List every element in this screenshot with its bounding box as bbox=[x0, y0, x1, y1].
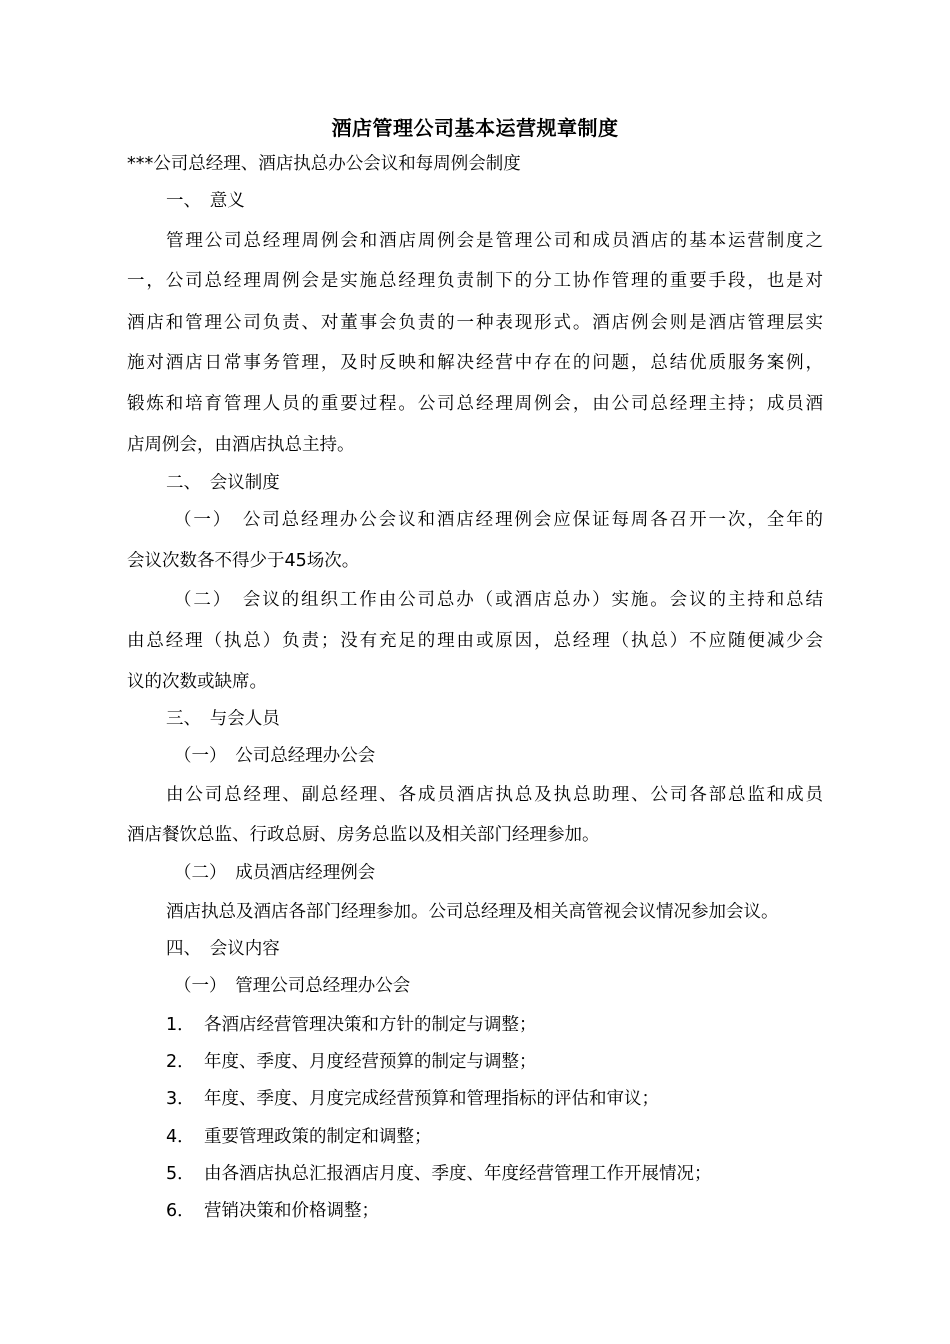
subsection-heading: （一） 管理公司总经理办公会 bbox=[174, 976, 411, 996]
document-subtitle: ***公司总经理、酒店执总办公会议和每周例会制度 bbox=[127, 154, 521, 174]
list-number: 4． bbox=[166, 1127, 195, 1147]
list-text: 重要管理政策的制定和调整； bbox=[204, 1127, 432, 1147]
list-number: 2． bbox=[166, 1052, 195, 1072]
subsection-heading: （二） 成员酒店经理例会 bbox=[174, 863, 376, 883]
list-text: 营销决策和价格调整； bbox=[204, 1201, 379, 1221]
list-number: 5． bbox=[166, 1164, 195, 1184]
list-item bbox=[166, 1050, 537, 1074]
paragraph-line: （一） 公司总经理办公会议和酒店经理例会应保证每周各召开一次，全年的 bbox=[174, 510, 823, 530]
list-item bbox=[166, 1162, 712, 1186]
paragraph-line: 一，公司总经理周例会是实施总经理负责制下的分工协作管理的重要手段，也是对 bbox=[127, 271, 823, 291]
list-number: 3． bbox=[166, 1089, 195, 1109]
paragraph-line: 议的次数或缺席。 bbox=[127, 672, 267, 692]
list-text: 各酒店经营管理决策和方针的制定与调整； bbox=[204, 1015, 537, 1035]
paragraph-line: 店周例会，由酒店执总主持。 bbox=[127, 435, 355, 455]
list-item bbox=[166, 1013, 537, 1037]
paragraph-line: 会议次数各不得少于45场次。 bbox=[127, 551, 360, 571]
section-heading-4: 四、 会议内容 bbox=[166, 939, 280, 959]
section-heading-2: 二、 会议制度 bbox=[166, 473, 280, 493]
paragraph-line: 由总经理（执总）负责；没有充足的理由或原因，总经理（执总）不应随便减少会 bbox=[127, 631, 823, 651]
list-text: 年度、季度、月度完成经营预算和管理指标的评估和审议； bbox=[204, 1089, 659, 1109]
paragraph-line: 酒店餐饮总监、行政总厨、房务总监以及相关部门经理参加。 bbox=[127, 825, 600, 845]
paragraph-line: 由公司总经理、副总经理、各成员酒店执总及执总助理、公司各部总监和成员 bbox=[166, 785, 823, 805]
section-heading-1: 一、 意义 bbox=[166, 191, 245, 211]
paragraph-line: 酒店执总及酒店各部门经理参加。公司总经理及相关高管视会议情况参加会议。 bbox=[166, 902, 779, 922]
paragraph-line: （二） 会议的组织工作由公司总办（或酒店总办）实施。会议的主持和总结 bbox=[174, 590, 823, 610]
list-item bbox=[166, 1199, 379, 1223]
paragraph-line: 锻炼和培育管理人员的重要过程。公司总经理周例会，由公司总经理主持；成员酒 bbox=[127, 394, 823, 414]
list-number: 1． bbox=[166, 1015, 195, 1035]
paragraph-line: 施对酒店日常事务管理，及时反映和解决经营中存在的问题，总结优质服务案例， bbox=[127, 353, 823, 373]
paragraph-line: 管理公司总经理周例会和酒店周例会是管理公司和成员酒店的基本运营制度之 bbox=[166, 231, 823, 251]
document-title: 酒店管理公司基本运营规章制度 bbox=[331, 116, 619, 140]
subsection-heading: （一） 公司总经理办公会 bbox=[174, 746, 376, 766]
list-item bbox=[166, 1087, 659, 1111]
list-number: 6． bbox=[166, 1201, 195, 1221]
list-item bbox=[166, 1125, 432, 1149]
list-text: 年度、季度、月度经营预算的制定与调整； bbox=[204, 1052, 537, 1072]
paragraph-line: 酒店和管理公司负责、对董事会负责的一种表现形式。酒店例会则是酒店管理层实 bbox=[127, 313, 823, 333]
list-text: 由各酒店执总汇报酒店月度、季度、年度经营管理工作开展情况； bbox=[204, 1164, 712, 1184]
section-heading-3: 三、 与会人员 bbox=[166, 709, 280, 729]
